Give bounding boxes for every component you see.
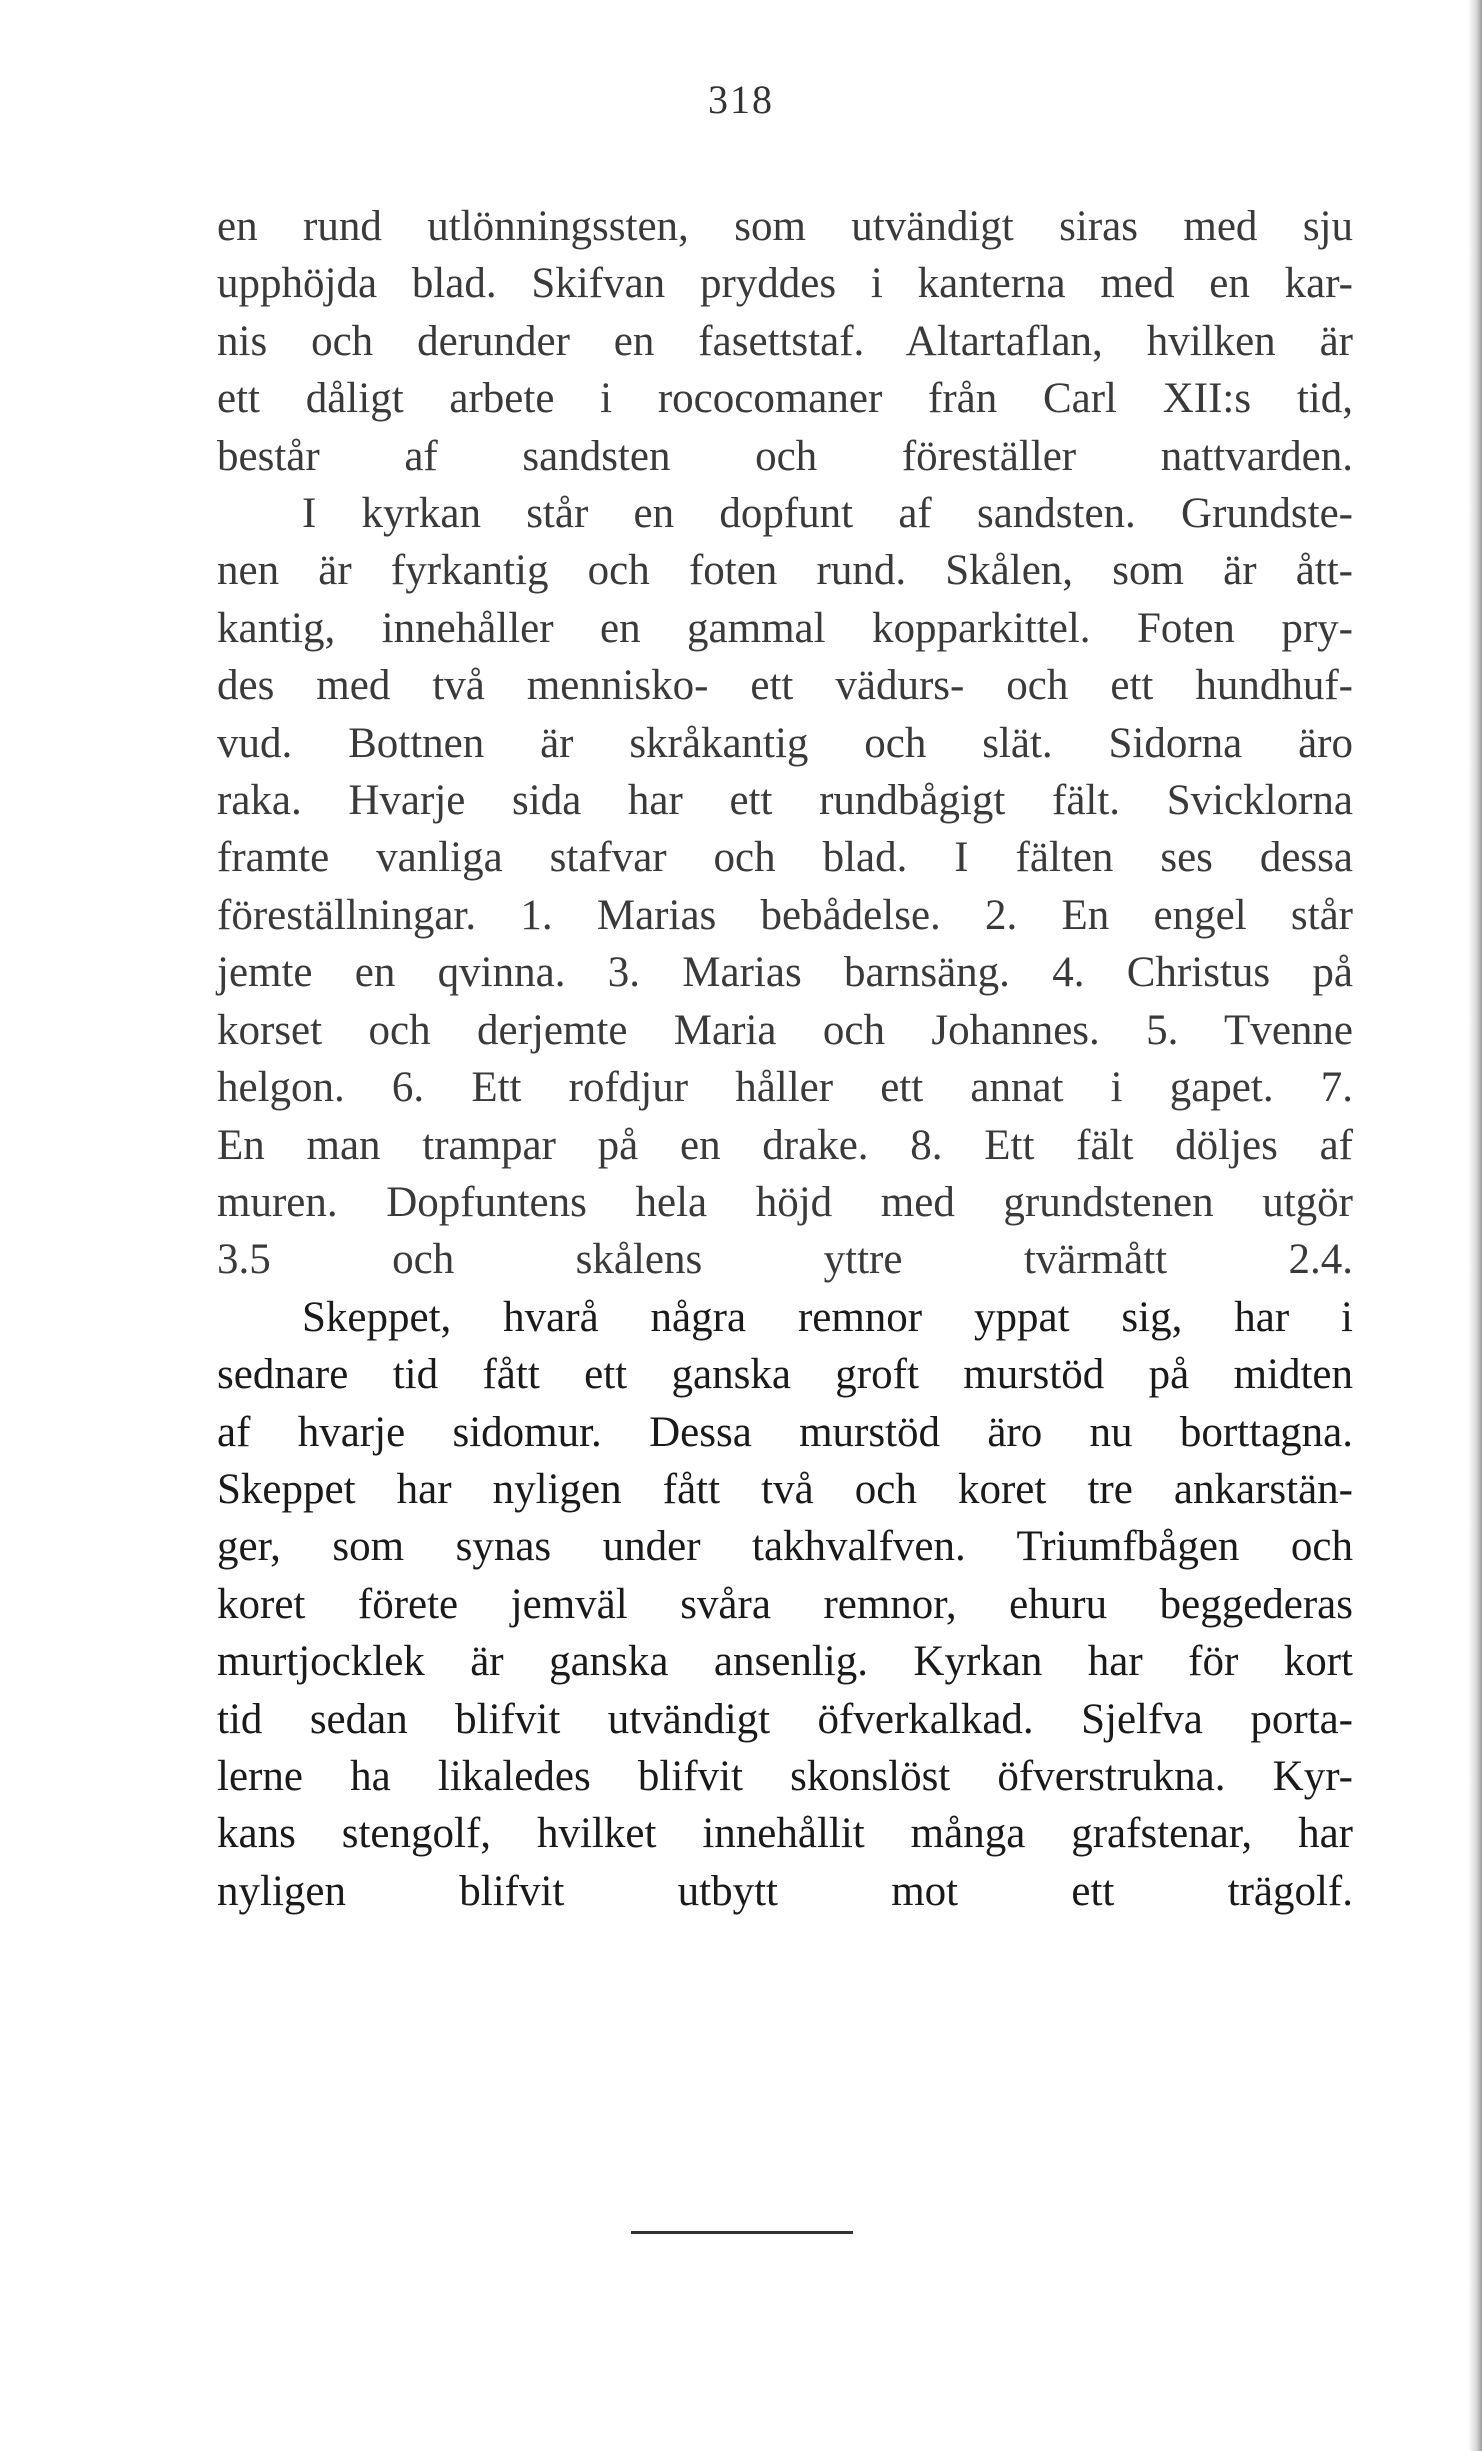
text-line: föreställningar. 1. Marias bebådelse. 2. En engel står — [217, 891, 1353, 939]
text-line: vud. Bottnen är skråkantig och slät. Sidorna äro — [217, 719, 1353, 767]
text-line: Skeppet har nyligen fått två och koret tre ankarstän- — [217, 1465, 1353, 1513]
paragraph-2 — [217, 485, 1353, 1289]
paragraph-1 — [217, 198, 1353, 485]
text-line: jemte en qvinna. 3. Marias barnsäng. 4. Christus på — [217, 949, 1353, 997]
text-line: kans stengolf, hvilket innehållit många grafstenar, har — [217, 1810, 1353, 1858]
page-number: 318 — [708, 77, 774, 122]
paragraph-3 — [217, 1289, 1353, 1920]
text-line: raka. Hvarje sida har ett rundbågigt fält. Svicklorna — [217, 777, 1353, 825]
text-line: af hvarje sidomur. Dessa murstöd äro nu borttagna. — [217, 1408, 1353, 1456]
text-line: des med två mennisko- ett vädurs- och ett hundhuf- — [217, 662, 1353, 710]
text-line: upphöjda blad. Skifvan pryddes i kanterna med en kar- — [217, 260, 1353, 308]
text-line: 3.5 och skålens yttre tvärmått 2.4. — [217, 1236, 1353, 1284]
text-line: nyligen blifvit utbytt mot ett trägolf. — [217, 1867, 1353, 1915]
text-line: Skeppet, hvarå några remnor yppat sig, har i — [302, 1293, 1353, 1341]
body-text — [217, 198, 1353, 1920]
text-line: nen är fyrkantig och foten rund. Skålen, som är ått- — [217, 547, 1353, 595]
text-line: helgon. 6. Ett rofdjur håller ett annat i gapet. 7. — [217, 1064, 1353, 1112]
section-divider — [631, 2231, 853, 2234]
text-line: muren. Dopfuntens hela höjd med grundstenen utgör — [217, 1178, 1353, 1226]
text-line: korset och derjemte Maria och Johannes. 5. Tvenne — [217, 1006, 1353, 1054]
text-line: I kyrkan står en dopfunt af sandsten. Grundste- — [302, 490, 1353, 538]
text-line: ett dåligt arbete i rococomaner från Carl XII:s tid, — [217, 375, 1353, 423]
text-line: sednare tid fått ett ganska groft murstöd på midten — [217, 1351, 1353, 1399]
text-line: nis och derunder en fasettstaf. Altartaflan, hvilken är — [217, 317, 1353, 365]
text-line: koret förete jemväl svåra remnor, ehuru beggederas — [217, 1580, 1353, 1628]
text-line: En man trampar på en drake. 8. Ett fält döljes af — [217, 1121, 1353, 1169]
text-line: tid sedan blifvit utvändigt öfverkalkad. Sjelfva porta- — [217, 1695, 1353, 1743]
text-line: lerne ha likaledes blifvit skonslöst öfverstrukna. Kyr- — [217, 1752, 1353, 1800]
text-line: ger, som synas under takhvalfven. Triumfbågen och — [217, 1523, 1353, 1571]
text-line: en rund utlönningssten, som utvändigt siras med sju — [217, 203, 1353, 250]
text-line: murtjocklek är ganska ansenlig. Kyrkan har för kort — [217, 1638, 1353, 1686]
text-line: framte vanliga stafvar och blad. I fälten ses dessa — [217, 834, 1353, 882]
text-line: består af sandsten och föreställer nattvarden. — [217, 432, 1353, 480]
scan-edge-shadow — [1468, 0, 1482, 2451]
text-line: kantig, innehåller en gammal kopparkittel. Foten pry- — [217, 604, 1353, 652]
